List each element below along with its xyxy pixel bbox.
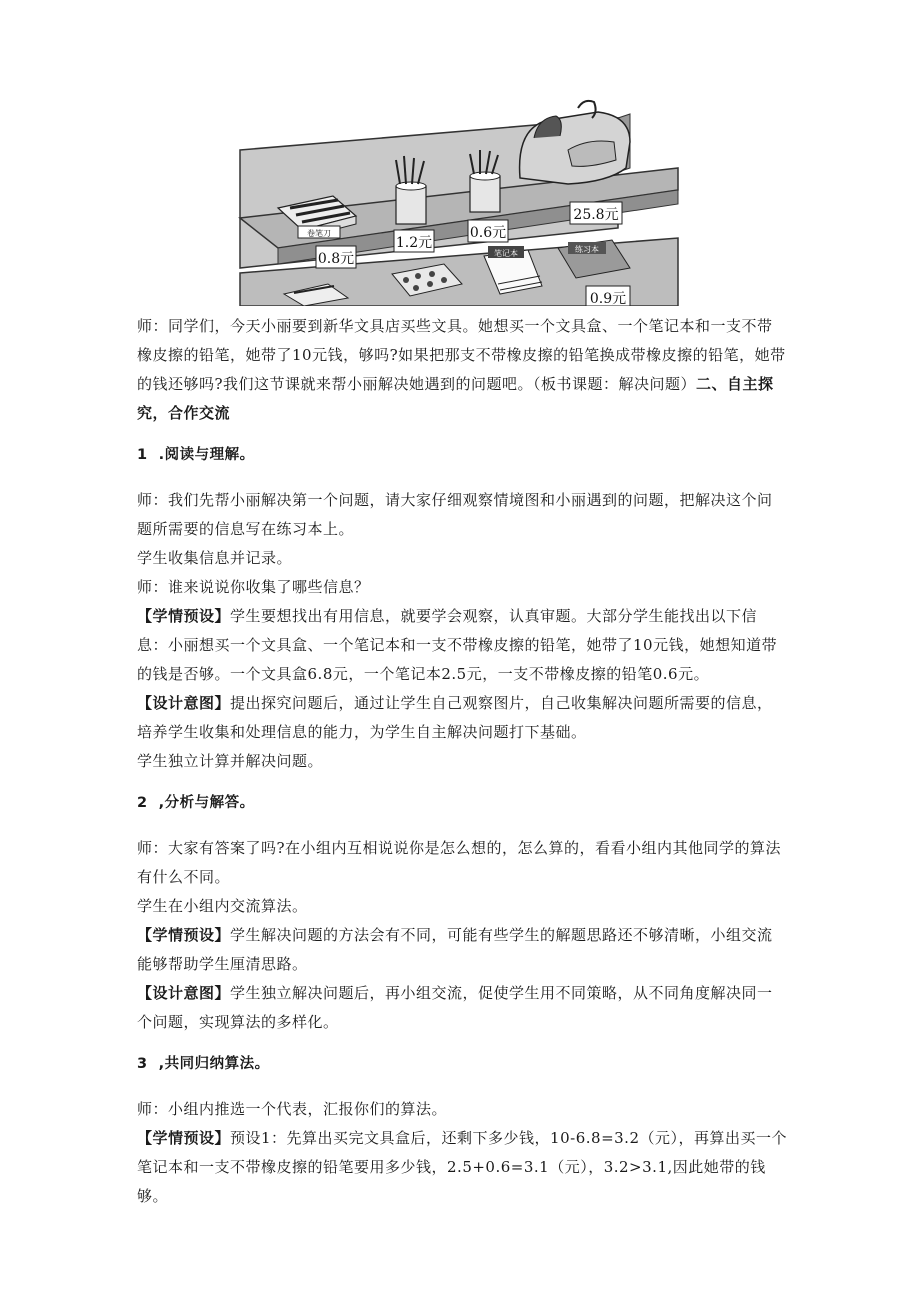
section-2-p4: 【设计意图】学生独立解决问题后，再小组交流，促使学生用不同策略，从不同角度解决同一个问题，实现算法的多样化。 xyxy=(137,984,773,1031)
section-1-p6: 学生独立计算并解决问题。 xyxy=(137,752,324,770)
section-1-p4: 【学情预设】学生要想找出有用信息，就要学会观察，认真审题。大部分学生能找出以下信息：小丽想买一个文具盒、一个笔记本和一支不带橡皮擦的铅笔，她带了10元钱，她想知道带的钱是否够。一个文具盒6.8元，一个笔记本2.5元，一支不带橡皮擦的铅笔0.6元。 xyxy=(137,607,778,683)
part-heading: 二、自主探究，合作交流 xyxy=(137,375,774,422)
section-2-heading: 2 ,分析与解答。 xyxy=(137,795,255,811)
section-3-p2: 【学情预设】预设1：先算出买完文具盒后，还剩下多少钱，10-6.8=3.2（元），再算出买一个笔记本和一支不带橡皮擦的铅笔要用多少钱，2.5+0.6=3.1（元），3.2>3.1,因此她带的钱够。 xyxy=(137,1129,787,1205)
student-preset-tag: 【学情预设】 xyxy=(137,1129,231,1147)
design-intent-tag: 【设计意图】 xyxy=(137,694,231,712)
section-1-heading: 1 .阅读与理解。 xyxy=(137,447,255,463)
intro-paragraph xyxy=(137,312,787,428)
price-tag-exercise-book: 0.9元 xyxy=(589,291,627,306)
section-1-p5: 【设计意图】提出探究问题后，通过让学生自己观察图片，自己收集解决问题所需要的信息，培养学生收集和处理信息的能力，为学生自主解决问题打下基础。 xyxy=(137,694,773,741)
section-3-p1: 师：小组内推选一个代表，汇报你们的算法。 xyxy=(137,1100,448,1118)
section-1-p3: 师：谁来说说你收集了哪些信息？ xyxy=(137,578,370,596)
sharpener-label: 卷笔刀 xyxy=(307,229,331,238)
price-tag-sharpener: 0.8元 xyxy=(317,251,355,267)
notebook-label: 笔记本 xyxy=(494,249,518,258)
price-tag-pencil-2: 0.6元 xyxy=(469,225,507,241)
section-2-p3: 【学情预设】学生解决问题的方法会有不同，可能有些学生的解题思路还不够清晰，小组交流能够帮助学生厘清思路。 xyxy=(137,926,773,973)
section-3-heading: 3 ,共同归纳算法。 xyxy=(137,1056,270,1072)
student-preset-tag: 【学情预设】 xyxy=(137,926,231,944)
stationery-shelf-illustration xyxy=(238,98,682,306)
section-2-p1: 师：大家有答案了吗?在小组内互相说说你是怎么想的，怎么算的，看看小组内其他同学的算法有什么不同。 xyxy=(137,839,782,886)
section-2-p2: 学生在小组内交流算法。 xyxy=(137,897,308,915)
price-tag-backpack: 25.8元 xyxy=(573,207,619,223)
intro-text: 师：同学们，今天小丽要到新华文具店买些文具。她想买一个文具盒、一个笔记本和一支不带橡皮擦的铅笔，她带了10元钱，够吗?如果把那支不带橡皮擦的铅笔换成带橡皮擦的铅笔，她带的钱还够吗?我们这节课就来帮小丽解决她遇到的问题吧。（板书课题：解决问题） xyxy=(137,317,786,393)
section-1-p2: 学生收集信息并记录。 xyxy=(137,549,293,567)
lesson-content xyxy=(137,312,787,1211)
exercise-book-label: 练习本 xyxy=(575,245,599,254)
design-intent-tag: 【设计意图】 xyxy=(137,984,231,1002)
price-tag-pencil-1: 1.2元 xyxy=(395,235,433,251)
section-1-p1: 师：我们先帮小丽解决第一个问题，请大家仔细观察情境图和小丽遇到的问题，把解决这个问题所需要的信息写在练习本上。 xyxy=(137,491,773,538)
student-preset-tag: 【学情预设】 xyxy=(137,607,231,625)
backpack xyxy=(520,101,630,184)
